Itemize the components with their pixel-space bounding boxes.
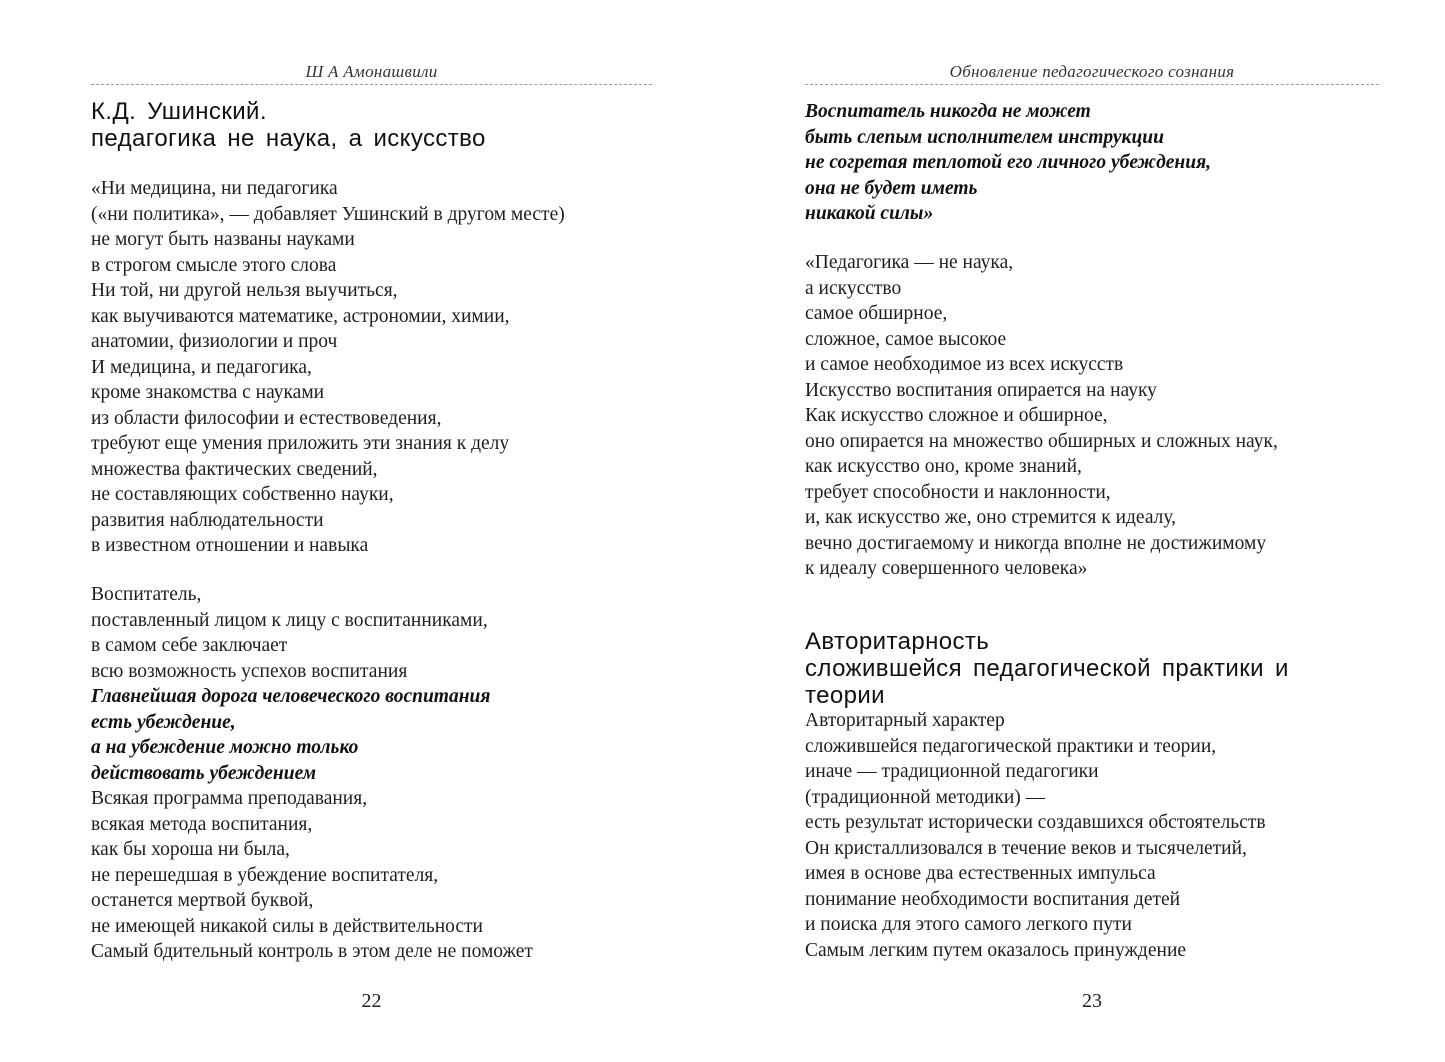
paragraph [805, 708, 1266, 963]
text-line: останется мертвой буквой, [91, 890, 314, 911]
text-line: требует способности и наклонности, [805, 481, 1111, 503]
section-heading [91, 98, 486, 152]
text-line: Самый бдительный контроль в этом деле не поможет [91, 941, 533, 962]
text-line: самое обширное, [805, 303, 948, 324]
text-line: как выучиваются математике, астрономии, химии, [91, 305, 510, 327]
text-line: («ни политика», — добавляет Ушинский в другом месте) [91, 203, 565, 225]
text-line: Ни той, ни другой нельзя выучиться, [91, 280, 398, 301]
text-line: Он кристаллизовался в течение веков и тысячелетий, [805, 837, 1247, 859]
text-line: понимание необходимости воспитания детей [805, 888, 1181, 910]
paragraph [91, 176, 565, 559]
text-line: «Педагогика — не наука, [805, 252, 1014, 273]
paragraph [805, 250, 1278, 582]
text-line: анатомии, физиологии и проч [91, 331, 338, 352]
text-line: требуют еще умения приложить эти знания к делу [91, 433, 510, 454]
text-line: поставленный лицом к лицу с воспитанниками, [91, 609, 488, 631]
text-line: иначе — традиционной педагогики [805, 761, 1099, 782]
text-line: как бы хороша ни была, [91, 839, 290, 860]
header-rule [91, 84, 652, 85]
page-number: 22 [361, 990, 382, 1012]
text-line: в известном отношении и навыка [91, 535, 369, 556]
section-heading [805, 628, 1379, 709]
text-line: оно опирается на множество обширных и сложных наук, [805, 430, 1278, 452]
paragraph [805, 99, 1211, 227]
text-line: кроме знакомства с науками [91, 382, 325, 403]
heading-line: сложившейся педагогической практики и теории [805, 655, 1289, 709]
emphasized-text-line: она не будет иметь [805, 177, 978, 199]
text-line: всякая метода воспитания, [91, 813, 313, 835]
running-head-author: Ш А Амонашвили [305, 62, 438, 81]
heading-line: К.Д. Ушинский. [91, 98, 267, 125]
text-line: сложное, самое высокое [805, 328, 1007, 350]
text-line: и самое необходимое из всех искусств [805, 354, 1124, 375]
text-line: не перешедшая в убеждение воспитателя, [91, 864, 439, 886]
emphasized-text-line: никакой силы» [805, 203, 934, 224]
text-line: множества фактических сведений, [91, 458, 378, 480]
text-line: развития наблюдательности [91, 509, 324, 531]
page-number: 23 [1082, 990, 1102, 1012]
right-page [805, 0, 1379, 1062]
text-line: Самым легким путем оказалось принуждение [805, 939, 1187, 961]
text-line: имея в основе два естественных импульса [805, 863, 1156, 884]
paragraph [91, 582, 533, 965]
text-line: в строгом смысле этого слова [91, 254, 337, 276]
heading-line: педагогика не наука, а искусство [91, 125, 486, 152]
emphasized-text-line: быть слепым исполнителем инструкции [805, 126, 1164, 148]
text-line: есть результат исторически создавшихся обстоятельств [805, 812, 1266, 833]
text-line: Всякая программа преподавания, [91, 788, 368, 809]
header-rule [805, 84, 1379, 85]
text-line: Авторитарный характер [805, 710, 1005, 731]
heading-line: Авторитарность [805, 628, 990, 655]
text-line: всю возможность успехов воспитания [91, 660, 408, 682]
text-line: к идеалу совершенного человека» [805, 558, 1088, 579]
text-line: Воспитатель, [91, 584, 202, 605]
emphasized-text-line: а на убеждение можно только [91, 737, 359, 758]
emphasized-text-line: не согретая теплотой его личного убеждения, [805, 152, 1212, 173]
text-line: (традиционной методики) — [805, 786, 1046, 808]
text-line: Как искусство сложное и обширное, [805, 405, 1108, 426]
text-line: не составляющих собственно науки, [91, 484, 394, 505]
text-line: вечно достигаемому и никогда вполне не достижимому [805, 532, 1267, 554]
text-line: и, как искусство же, оно стремится к идеалу, [805, 507, 1177, 528]
text-line: не могут быть названы науками [91, 229, 355, 250]
running-head-title: Обновление педагогического сознания [949, 62, 1235, 81]
text-line: «Ни медицина, ни педагогика [91, 178, 338, 199]
text-line: сложившейся педагогической практики и теории, [805, 735, 1217, 757]
text-line: и поиска для этого самого легкого пути [805, 914, 1132, 935]
text-line: не имеющей никакой силы в действительности [91, 915, 483, 937]
emphasized-text-line: Воспитатель никогда не может [805, 101, 1091, 122]
text-line: а искусство [805, 277, 902, 299]
text-line: из области философии и естествоведения, [91, 407, 442, 429]
text-line: Искусство воспитания опирается на науку [805, 379, 1157, 401]
emphasized-text-line: Главнейшая дорога человеческого воспитания [91, 686, 491, 707]
emphasized-text-line: есть убеждение, [91, 711, 236, 733]
left-page [91, 0, 652, 1062]
text-line: в самом себе заключает [91, 635, 288, 656]
text-line: как искусство оно, кроме знаний, [805, 456, 1082, 477]
text-line: И медицина, и педагогика, [91, 356, 312, 378]
emphasized-text-line: действовать убеждением [91, 762, 317, 784]
